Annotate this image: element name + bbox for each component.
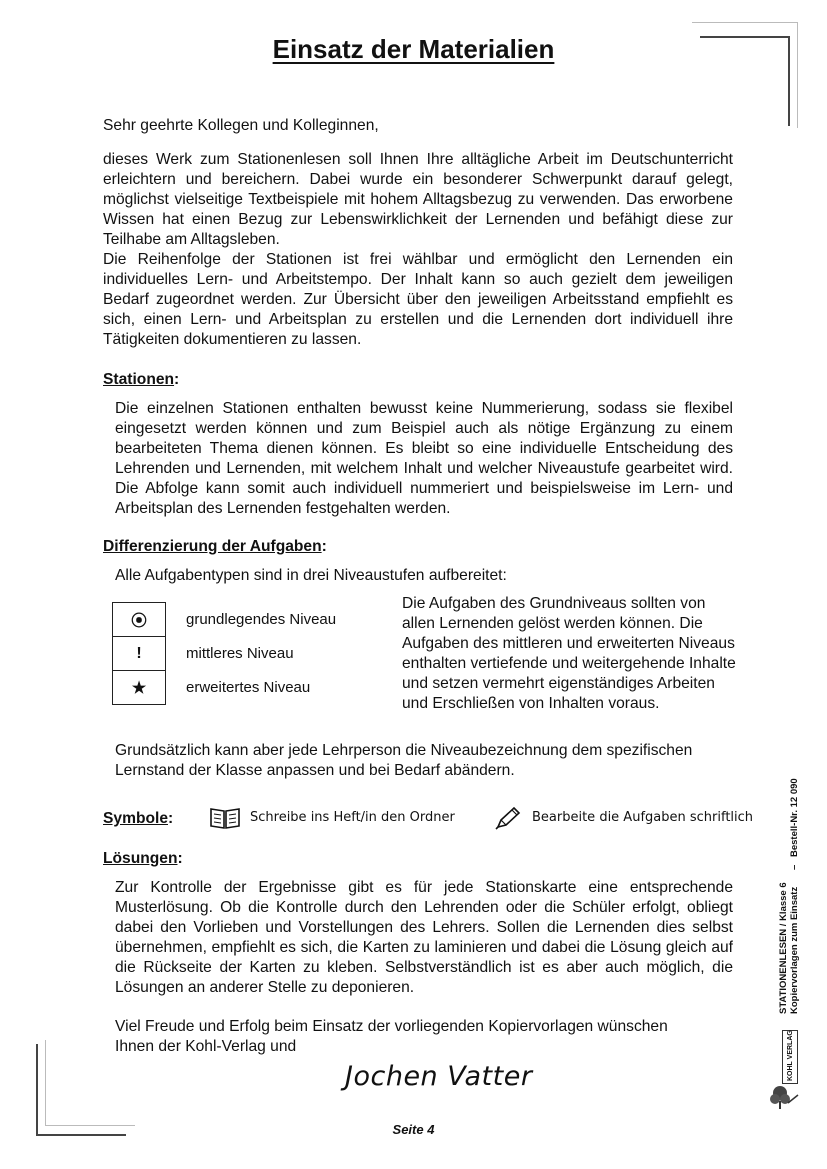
sidebar-dash: – xyxy=(789,864,800,870)
book-symbol-label: Schreibe ins Heft/in den Ordner xyxy=(250,810,455,825)
niveau-label: mittleres Niveau xyxy=(186,645,294,662)
pencil-icon xyxy=(494,805,522,836)
niveau-row-mittel xyxy=(113,637,338,671)
intro-paragraph-2: Die Reihenfolge der Stationen ist frei wählbar und ermöglicht den Lernenden ein individuelles Lern- und Arbeitstempo. Der Inhalt kann so auch gezielt dem jeweiligen Bedarf zugeordnet werden. Zur Übersicht über den jeweiligen Arbeitsstand empfiehlt es sich, einen Lern- und Arbeitsplan zu erstellen und die Lernenden dort individuell ihre Tätigkeiten dokumentieren zu lassen. xyxy=(103,251,733,348)
exclamation-icon: ! xyxy=(113,637,166,671)
book-icon xyxy=(209,806,241,835)
star-icon: ★ xyxy=(113,671,166,705)
differenzierung-heading: Differenzierung der Aufgaben: xyxy=(103,538,327,555)
sidebar-order-number: Bestell-Nr. 12 090 xyxy=(789,778,800,857)
niveau-label: grundlegendes Niveau xyxy=(186,611,337,628)
target-icon: ⦿ xyxy=(113,603,166,637)
niveau-table xyxy=(112,602,338,705)
niveau-explanation: Die Aufgaben des Grundniveaus sollten von allen Lernenden gelöst werden können. Die Aufgaben des mittleren und erweiterten Niveaus enthalten vertiefende und weitergehende Inhalte und setzen vermehrt eigenständiges Arbeiten und Erschließen von Inhalten voraus. xyxy=(402,595,736,712)
differenzierung-closing: Grundsätzlich kann aber jede Lehrperson die Niveaubezeichnung dem spezifischen Lernstand der Klasse anpassen und bei Bedarf abändern. xyxy=(115,742,693,779)
sidebar-series-label: STATIONENLESEN / Klasse 6 xyxy=(778,882,789,1014)
signature: Jochen Vatter xyxy=(345,1061,533,1092)
differenzierung-intro: Alle Aufgabentypen sind in drei Niveaustufen aufbereitet: xyxy=(115,567,507,584)
niveau-label: erweitertes Niveau xyxy=(186,679,311,696)
closing-line-1: Viel Freude und Erfolg beim Einsatz der vorliegenden Kopiervorlagen wünschen xyxy=(115,1018,668,1035)
page-title: Einsatz der Materialien xyxy=(272,34,555,64)
tree-icon xyxy=(766,1075,800,1110)
corner-line-top-h2 xyxy=(692,22,798,23)
kohl-verlag-logo xyxy=(766,1025,800,1110)
stationen-text: Die einzelnen Stationen enthalten bewusst keine Nummerierung, sodass sie flexibel eingesetzt werden können und zum Beispiel auch als nötige Ergänzung zu einem bearbeiteten Thema dienen können. Es bleibt so eine individuelle Entscheidung des Lehrenden und Lernenden, mit welchem Inhalt und welcher Niveaustufe gearbeitet wird. Die Abfolge kann somit auch individuell nummeriert und beispielsweise im Lern- und Arbeitsplan des Lernenden festgehalten werden. xyxy=(115,400,733,517)
greeting: Sehr geehrte Kollegen und Kolleginnen, xyxy=(103,117,379,134)
intro-paragraph-1: dieses Werk zum Stationenlesen soll Ihnen Ihre alltägliche Arbeit im Deutschunterricht erleichtern und bereichern. Dabei wurde ein besonderer Schwerpunkt darauf gelegt, möglichst vielseitige Textbeispiele mit hohem Alltagsbezug zu verwenden. Das erworbene Wissen hat einen Bezug zur Lebenswirklichkeit der Lernenden und befähigt diese zur Teilhabe am Alltagsleben. xyxy=(103,151,733,248)
loesungen-text: Zur Kontrolle der Ergebnisse gibt es für jede Stationskarte eine entsprechende Musterlösung. Ob die Kontrolle durch den Lehrenden oder die Schüler erfolgt, obliegt dabei den Vorlieben und Vorstellungen des Lehrers. Sollen die Lernenden dies selbst übernehmen, empfiehlt es sich, die Karten zu laminieren und dabei die Lösung gleich auf die Rückseite der Karten zu kleben. Selbstverständlich ist es aber auch möglich, die Lösungen an anderer Stelle zu deponieren. xyxy=(115,879,733,996)
logo-text: KOHL VERLAG xyxy=(787,1030,794,1081)
loesungen-heading: Lösungen: xyxy=(103,850,183,867)
pencil-symbol-label: Bearbeite die Aufgaben schriftlich xyxy=(532,810,754,825)
page-number: Seite 4 xyxy=(392,1122,435,1137)
niveau-row-erweitert xyxy=(113,671,338,705)
corner-line-bottom-v2 xyxy=(45,1040,46,1126)
symbole-heading: Symbole: xyxy=(103,810,174,827)
niveau-row-grund xyxy=(113,603,338,637)
stationen-heading: Stationen: xyxy=(103,371,180,388)
sidebar-subtitle: Kopiervorlagen zum Einsatz xyxy=(789,886,800,1014)
closing-line-2: Ihnen der Kohl-Verlag und xyxy=(115,1038,297,1055)
